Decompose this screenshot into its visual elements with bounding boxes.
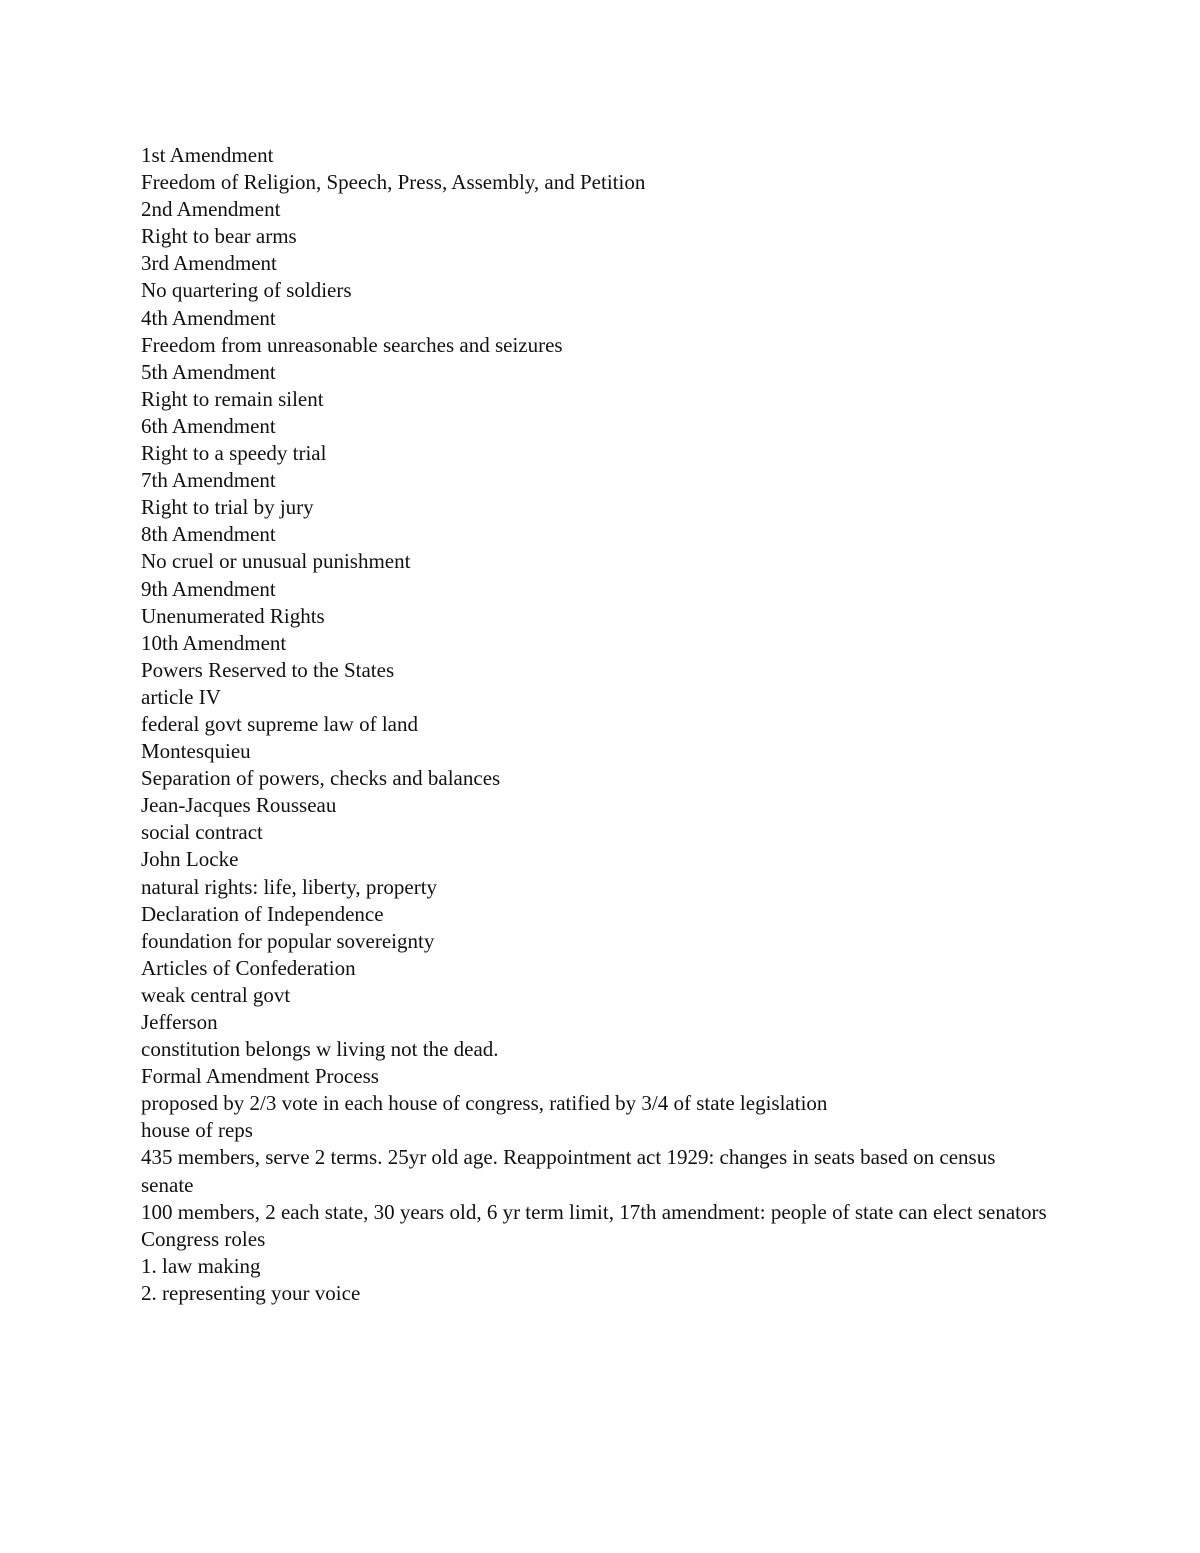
document-line: house of reps — [141, 1118, 253, 1143]
document-line: 1st Amendment — [141, 143, 274, 167]
document-line: No quartering of soldiers — [141, 278, 352, 303]
document-line: Separation of powers, checks and balances — [141, 766, 501, 791]
document-line: article IV — [141, 684, 221, 709]
document-line: 8th Amendment — [141, 522, 276, 547]
document-line: 2nd Amendment — [141, 197, 281, 222]
document-line: weak central govt — [141, 982, 291, 1007]
document-line: Right to a speedy trial — [141, 441, 327, 466]
document-line: Unenumerated Rights — [141, 603, 325, 628]
document-line: Freedom from unreasonable searches and seizures — [141, 332, 563, 357]
document-line: Articles of Confederation — [141, 955, 356, 980]
document-line: Jefferson — [141, 1010, 218, 1034]
document-line: 4th Amendment — [141, 305, 276, 330]
document-line: Right to bear arms — [141, 224, 297, 249]
document-line: 7th Amendment — [141, 468, 276, 493]
document-line: 435 members, serve 2 terms. 25yr old age. Reappointment act 1929: changes in seats based on census — [141, 1145, 996, 1170]
document-line: federal govt supreme law of land — [141, 711, 418, 736]
document-line: Congress roles — [141, 1226, 266, 1251]
document-line: Right to trial by jury — [141, 495, 314, 520]
document-line: Powers Reserved to the States — [141, 657, 395, 682]
document-line: John Locke — [141, 847, 239, 872]
document-line: 10th Amendment — [141, 630, 287, 655]
document-line: Right to remain silent — [141, 386, 324, 411]
document-line: 100 members, 2 each state, 30 years old, 6 yr term limit, 17th amendment: people of state can elect senators — [141, 1199, 1047, 1224]
document-line: Jean-Jacques Rousseau — [141, 793, 337, 818]
document-line: 5th Amendment — [141, 359, 276, 384]
document-line: Freedom of Religion, Speech, Press, Assembly, and Petition — [141, 170, 646, 195]
document-line: 3rd Amendment — [141, 251, 277, 276]
document-line: Formal Amendment Process — [141, 1064, 379, 1089]
document-line: social contract — [141, 820, 263, 845]
document-line: natural rights: life, liberty, property — [141, 874, 438, 899]
document-line: No cruel or unusual punishment — [141, 549, 411, 574]
document-line: constitution belongs w living not the dead. — [141, 1037, 499, 1062]
document-line: 6th Amendment — [141, 413, 276, 438]
document-line: 1. law making — [141, 1253, 261, 1278]
document-line: proposed by 2/3 vote in each house of congress, ratified by 3/4 of state legislation — [141, 1091, 828, 1116]
document-body — [141, 142, 1051, 1307]
document-line: 2. representing your voice — [141, 1280, 361, 1305]
document-line: senate — [141, 1172, 194, 1197]
document-line: Montesquieu — [141, 739, 251, 764]
document-line: foundation for popular sovereignty — [141, 928, 435, 953]
document-line: Declaration of Independence — [141, 901, 384, 926]
document-line: 9th Amendment — [141, 576, 276, 601]
